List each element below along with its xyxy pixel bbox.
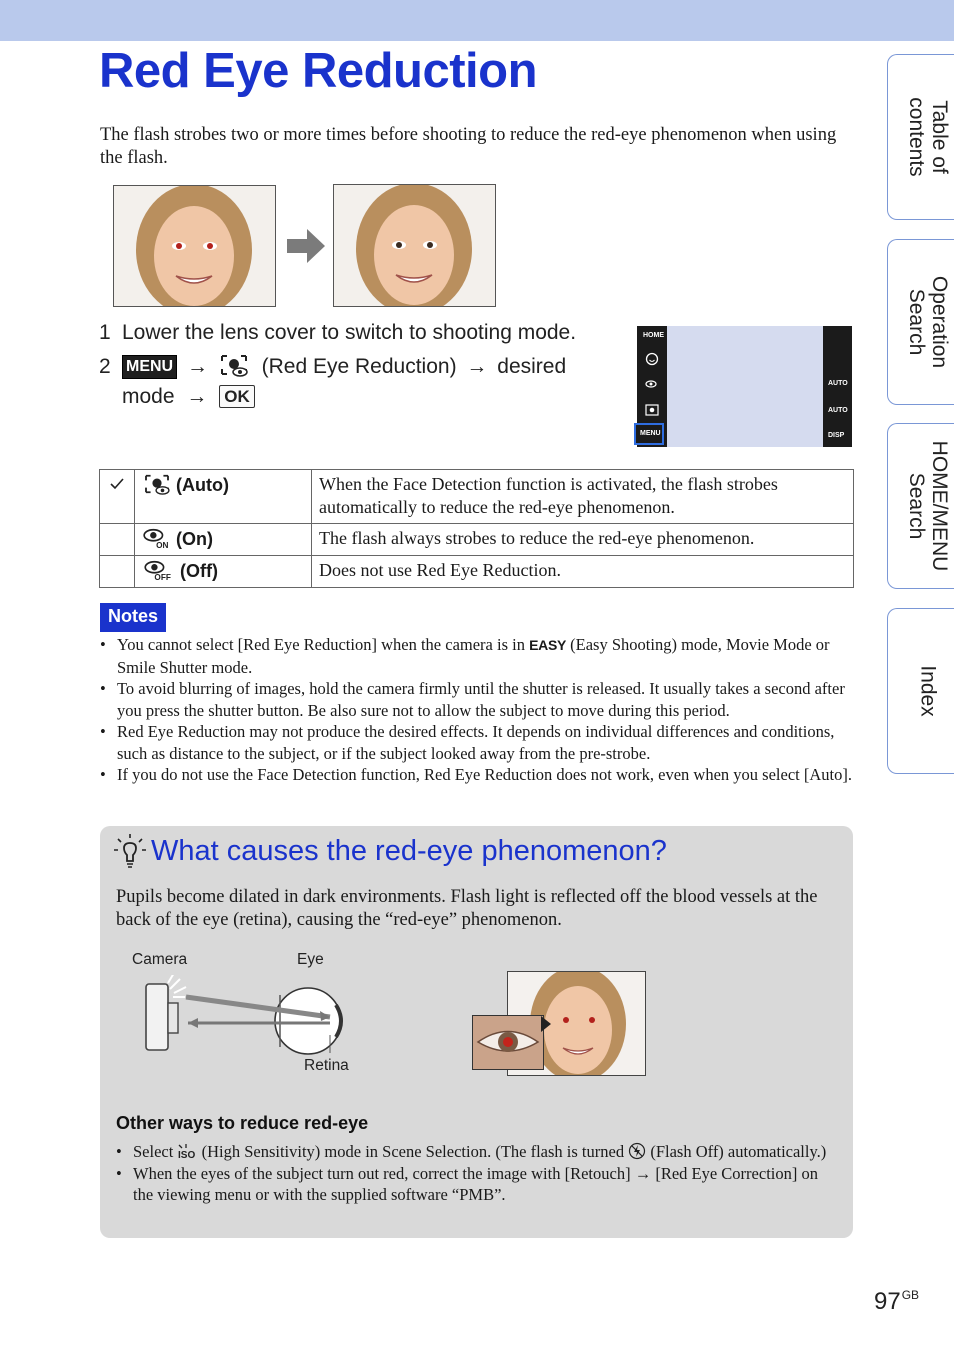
face-red-eye-icon [218, 353, 250, 377]
tab-label: Index [916, 665, 939, 717]
intro-paragraph: The flash strobes two or more times before shooting to reduce the red-eye phenomenon when using the flash. [100, 125, 837, 168]
tab-index[interactable] [887, 608, 954, 774]
lcd-screen [667, 326, 823, 447]
mode-label: (On) [176, 529, 213, 549]
camera-lcd-illustration [637, 326, 852, 447]
list-item: • Red Eye Reduction may not produce the desired effects. It depends on individual differences and conditions, such as distance to the subject, or if the subject looked away from the pre-strobe. [100, 721, 853, 764]
table-row [100, 470, 854, 524]
list-item: • When the eyes of the subject turn out red, correct the image with [Retouch] → [Red Eye Correction] on the viewing menu or with the supplied software “PMB”. [116, 1163, 842, 1206]
mode-label: (Auto) [176, 475, 229, 495]
tab-table-of-contents[interactable] [887, 54, 954, 220]
tab-operation-search[interactable] [887, 239, 954, 405]
lightbulb-icon [113, 832, 147, 870]
hint-body: Pupils become dilated in dark environments. Flash light is reflected off the blood vessels at the back of the eye (retina), causing the “red-eye” phenomenon. [116, 887, 818, 930]
table-row [100, 524, 854, 556]
diagram-retina-label: Retina [304, 1057, 349, 1074]
easy-mode-icon: EASY [529, 637, 567, 653]
notes-list [100, 634, 853, 786]
default-check-icon [100, 470, 135, 524]
step-text: mode [122, 385, 175, 408]
eye-off-icon [142, 559, 176, 581]
before-photo [113, 185, 276, 307]
face-detection-icon [645, 404, 659, 416]
step-number: 1 [99, 321, 111, 344]
step-text: Lower the lens cover to switch to shooting mode. [122, 321, 577, 344]
mode-cell [135, 524, 312, 556]
list-item: • If you do not use the Face Detection function, Red Eye Reduction does not work, even when you select [Auto]. [100, 764, 853, 786]
eye-on-icon [142, 527, 172, 549]
lcd-flash-auto-label: AUTO [828, 380, 848, 387]
step-text: desired [497, 355, 567, 378]
list-item: • To avoid blurring of images, hold the camera firmly until the shutter is released. It usually takes a second after you press the shutter button. Be also sure not to allow the subject to move during this period. [100, 678, 853, 721]
notes-badge: Notes [100, 603, 166, 632]
high-sensitivity-iso-icon [177, 1143, 197, 1159]
step-2 [99, 352, 619, 416]
lcd-menu-button [634, 423, 664, 445]
hint-title: What causes the red-eye phenomenon? [151, 835, 667, 867]
mode-description: Does not use Red Eye Reduction. [312, 556, 854, 588]
mode-label: (Off) [180, 561, 218, 581]
table-row [100, 556, 854, 588]
arrow-icon: → [466, 355, 488, 378]
list-item: • Select ISO (High Sensitivity) mode in Scene Selection. (The flash is turned (Flash Off) automatically.) [116, 1141, 842, 1163]
lcd-disp-label: DISP [828, 432, 845, 439]
diagram-eye-label: Eye [297, 951, 324, 968]
step-number: 2 [99, 355, 111, 378]
ok-button-icon: OK [219, 385, 255, 408]
modes-table [99, 469, 854, 588]
other-ways-list [116, 1141, 842, 1206]
face-before-image [114, 186, 275, 306]
page-title: Red Eye Reduction [99, 44, 538, 98]
svg-text:ISO: ISO [178, 1150, 196, 1159]
flash-off-icon [628, 1142, 646, 1160]
page-number: $97^{GB}$ [874, 1288, 920, 1315]
other-ways-title: Other ways to reduce red-eye [116, 1113, 369, 1133]
diagram-camera-label: Camera [132, 951, 188, 968]
mode-description: When the Face Detection function is activated, the flash strobes automatically to reduce the red-eye phenomenon. [312, 470, 854, 524]
arrow-icon: → [634, 1163, 652, 1183]
lcd-menu-label: MENU [640, 430, 661, 437]
tab-home-menu-search[interactable] [887, 423, 954, 589]
smile-icon [645, 352, 659, 366]
step-text: (Red Eye Reduction) [261, 355, 457, 378]
red-eye-off-icon [645, 379, 659, 391]
arrow-icon: → [186, 355, 208, 378]
tab-label: HOME/MENU Search [904, 440, 951, 572]
mode-cell [135, 470, 312, 524]
header-band [0, 0, 954, 41]
svg-text:OFF: OFF [154, 573, 171, 581]
lcd-home-label: HOME [643, 332, 664, 339]
svg-text:ON: ON [156, 541, 169, 549]
face-red-eye-icon [142, 473, 172, 495]
face-after-image [334, 185, 495, 306]
eye-closeup-photo [472, 1015, 544, 1070]
arrow-icon: → [186, 385, 208, 408]
red-eye-diagram [140, 975, 360, 1060]
callout-pointer [541, 1012, 553, 1036]
menu-button-icon: MENU [122, 355, 177, 379]
lcd-macro-auto-label: AUTO [828, 407, 848, 414]
tab-label: Operation Search [904, 275, 951, 369]
mode-cell [135, 556, 312, 588]
arrow-right-icon [287, 229, 325, 263]
after-photo [333, 184, 496, 307]
tab-label: Table of contents [904, 97, 951, 177]
list-item: • You cannot select [Red Eye Reduction] when the camera is in EASY (Easy Shooting) mode, Movie Mode or Smile Shutter mode. [100, 634, 853, 678]
mode-description: The flash always strobes to reduce the red-eye phenomenon. [312, 524, 854, 556]
